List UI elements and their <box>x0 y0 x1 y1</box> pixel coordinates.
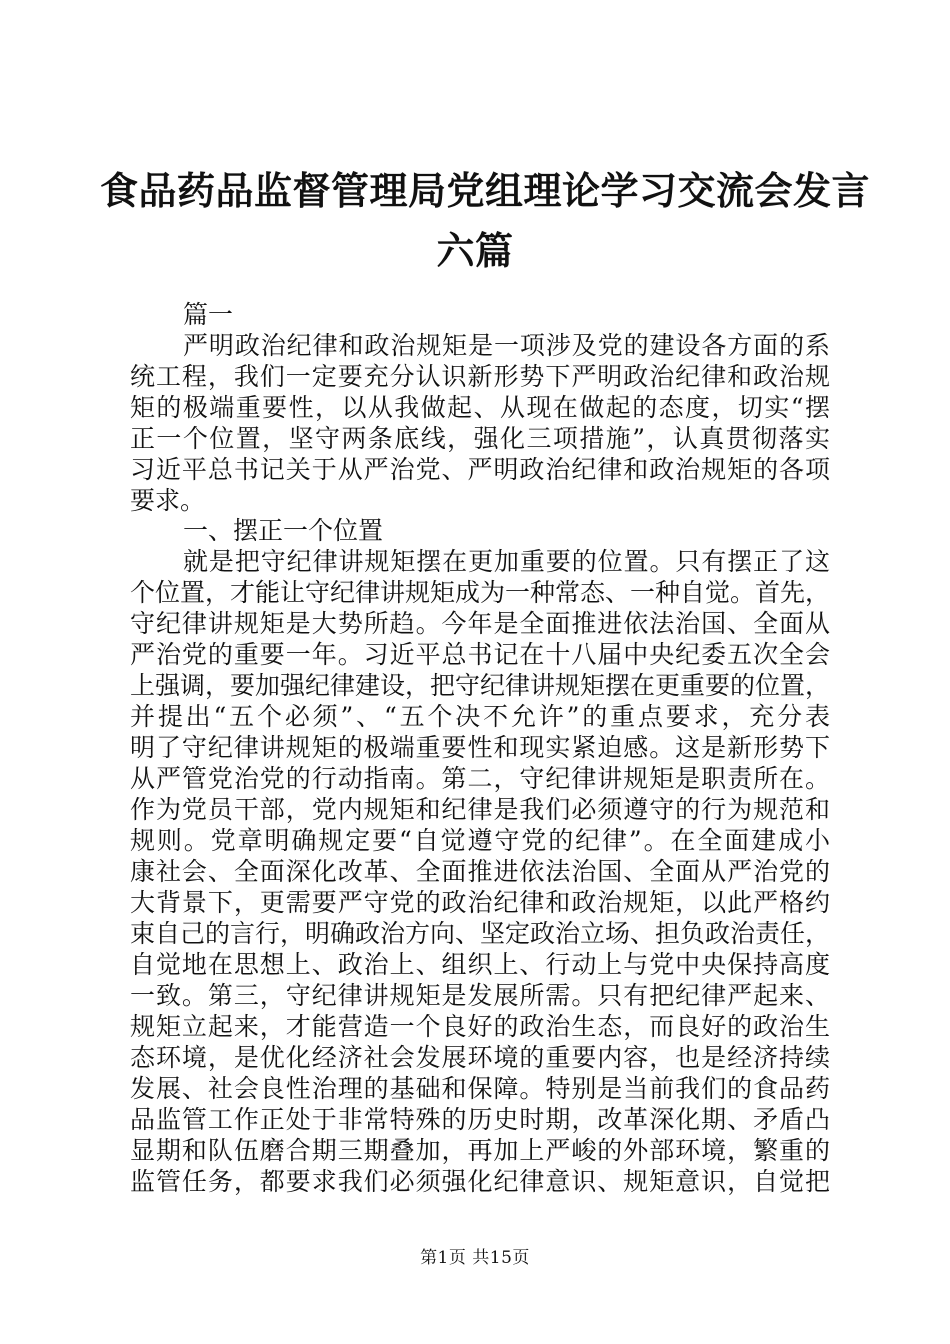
paragraph-line: 统工程，我们一定要充分认识新形势下严明政治纪律和政治规 <box>130 362 830 391</box>
paragraph-line: 大背景下，更需要严守党的政治纪律和政治规矩，以此严格约 <box>130 888 830 917</box>
document-title-line-2: 六篇 <box>436 228 514 273</box>
paragraph-line: 从严管党治党的行动指南。第二，守纪律讲规矩是职责所在。 <box>130 764 830 793</box>
paragraph-line: 守纪律讲规矩是大势所趋。今年是全面推进依法治国、全面从 <box>130 609 830 638</box>
paragraph-line: 规矩立起来，才能营造一个良好的政治生态，而良好的政治生 <box>130 1012 830 1041</box>
paragraph-line: 态环境，是优化经济社会发展环境的重要内容，也是经济持续 <box>130 1043 830 1072</box>
paragraph-line: 作为党员干部，党内规矩和纪律是我们必须遵守的行为规范和 <box>130 795 830 824</box>
page-number-footer: 第1页 共15页 <box>420 1248 530 1268</box>
paragraph-line: 自觉地在思想上、政治上、组织上、行动上与党中央保持高度 <box>130 950 830 979</box>
paragraph-line: 监管任务，都要求我们必须强化纪律意识、规矩意识，自觉把 <box>130 1167 830 1196</box>
paragraph-line: 明了守纪律讲规矩的极端重要性和现实紧迫感。这是新形势下 <box>130 733 830 762</box>
paragraph-line: 矩的极端重要性，以从我做起、从现在做起的态度，切实“摆 <box>130 393 830 422</box>
paragraph-line: 康社会、全面深化改革、全面推进依法治国、全面从严治党的 <box>130 857 830 886</box>
paragraph-line: 束自己的言行，明确政治方向、坚定政治立场、担负政治责任， <box>130 919 831 948</box>
paragraph-line: 个位置，才能让守纪律讲规矩成为一种常态、一种自觉。首先， <box>130 578 831 607</box>
paragraph-line: 严明政治纪律和政治规矩是一项涉及党的建设各方面的系 <box>183 331 830 360</box>
paragraph-line: 就是把守纪律讲规矩摆在更加重要的位置。只有摆正了这 <box>183 547 830 576</box>
document-title-line-1: 食品药品监督管理局党组理论学习交流会发言 <box>100 168 871 213</box>
paragraph-line: 并提出“五个必须”、“五个决不允许”的重点要求，充分表 <box>130 702 830 731</box>
paragraph-line: 上强调，要加强纪律建设，把守纪律讲规矩摆在更重要的位置， <box>130 671 831 700</box>
paragraph-line: 正一个位置，坚守两条底线，强化三项措施”，认真贯彻落实 <box>130 424 830 453</box>
paragraph-line: 要求。 <box>130 486 206 515</box>
paragraph-line: 品监管工作正处于非常特殊的历史时期，改革深化期、矛盾凸 <box>130 1105 830 1134</box>
paragraph-line: 发展、社会良性治理的基础和保障。特别是当前我们的食品药 <box>130 1074 830 1103</box>
paragraph-line: 一致。第三，守纪律讲规矩是发展所需。只有把纪律严起来、 <box>130 981 830 1010</box>
section-label: 篇一 <box>183 300 234 329</box>
paragraph-line: 习近平总书记关于从严治党、严明政治纪律和政治规矩的各项 <box>130 455 830 484</box>
paragraph-line: 规则。党章明确规定要“自觉遵守党的纪律”。在全面建成小 <box>130 826 830 855</box>
paragraph-line: 显期和队伍磨合期三期叠加，再加上严峻的外部环境，繁重的 <box>130 1136 830 1165</box>
section-heading: 一、摆正一个位置 <box>183 516 384 545</box>
paragraph-line: 严治党的重要一年。习近平总书记在十八届中央纪委五次全会 <box>130 640 830 669</box>
